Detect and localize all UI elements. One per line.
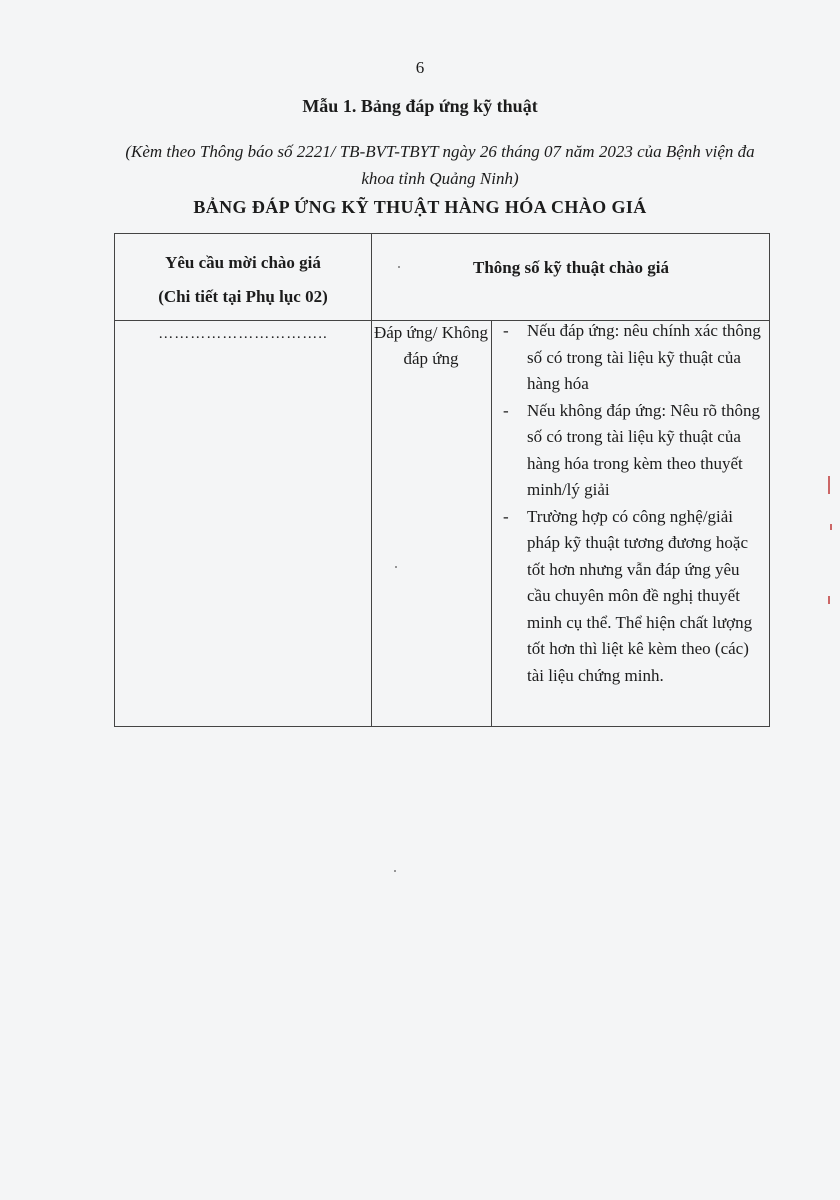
- list-dash: -: [503, 321, 509, 340]
- margin-mark: [828, 596, 830, 604]
- margin-mark: [830, 524, 832, 530]
- header-left-line2: (Chi tiết tại Phụ lục 02): [158, 287, 328, 306]
- column-divider-inner: [491, 320, 492, 726]
- scan-speck: [395, 566, 397, 568]
- list-item-text: Trường hợp có công nghệ/giải pháp kỹ thuật tương đương hoặc tốt hơn nhưng vẫn đáp ứng yêu cầu chuyên môn đề nghị thuyết minh cụ thể. Thể hiện chất lượng tốt hơn thì liệt kê kèm theo (các) tài liệu chứng minh.: [527, 506, 753, 685]
- attachment-note: (Kèm theo Thông báo số 2221/ TB-BVT-TBYT ngày 26 tháng 07 năm 2023 của Bệnh viện đa khoa tỉnh Quảng Ninh): [125, 142, 755, 188]
- header-right-cell: Thông số kỹ thuật chào giá: [472, 258, 670, 277]
- list-item-text: Nếu không đáp ứng: Nêu rõ thông số có trong tài liệu kỹ thuật của hàng hóa trong kèm theo thuyết minh/lý giải: [527, 400, 761, 499]
- scan-speck: [398, 266, 400, 268]
- page-number: 6: [415, 58, 425, 77]
- header-left-line1: Yêu cầu mời chào giá: [165, 253, 321, 272]
- list-item: [503, 318, 765, 398]
- list-dash: -: [503, 400, 509, 420]
- technical-response-table: [114, 233, 770, 727]
- margin-mark: [828, 476, 830, 494]
- respond-status-cell: Đáp ứng/ Không đáp ứng: [373, 323, 489, 368]
- list-item-text: Nếu đáp ứng: nêu chính xác thông số có trong tài liệu kỹ thuật của hàng hóa: [527, 321, 761, 393]
- list-item: [503, 504, 765, 690]
- form-title: Mẫu 1. Bảng đáp ứng kỹ thuật: [302, 96, 538, 116]
- list-item: [503, 398, 765, 504]
- list-dash: -: [503, 506, 509, 526]
- scan-speck: [394, 870, 396, 872]
- notes-list: [503, 318, 765, 689]
- table-title: BẢNG ĐÁP ỨNG KỸ THUẬT HÀNG HÓA CHÀO GIÁ: [193, 197, 647, 217]
- column-divider-main: [371, 234, 372, 726]
- requirement-placeholder: …………………………..: [158, 326, 328, 342]
- header-left-cell: [115, 246, 371, 314]
